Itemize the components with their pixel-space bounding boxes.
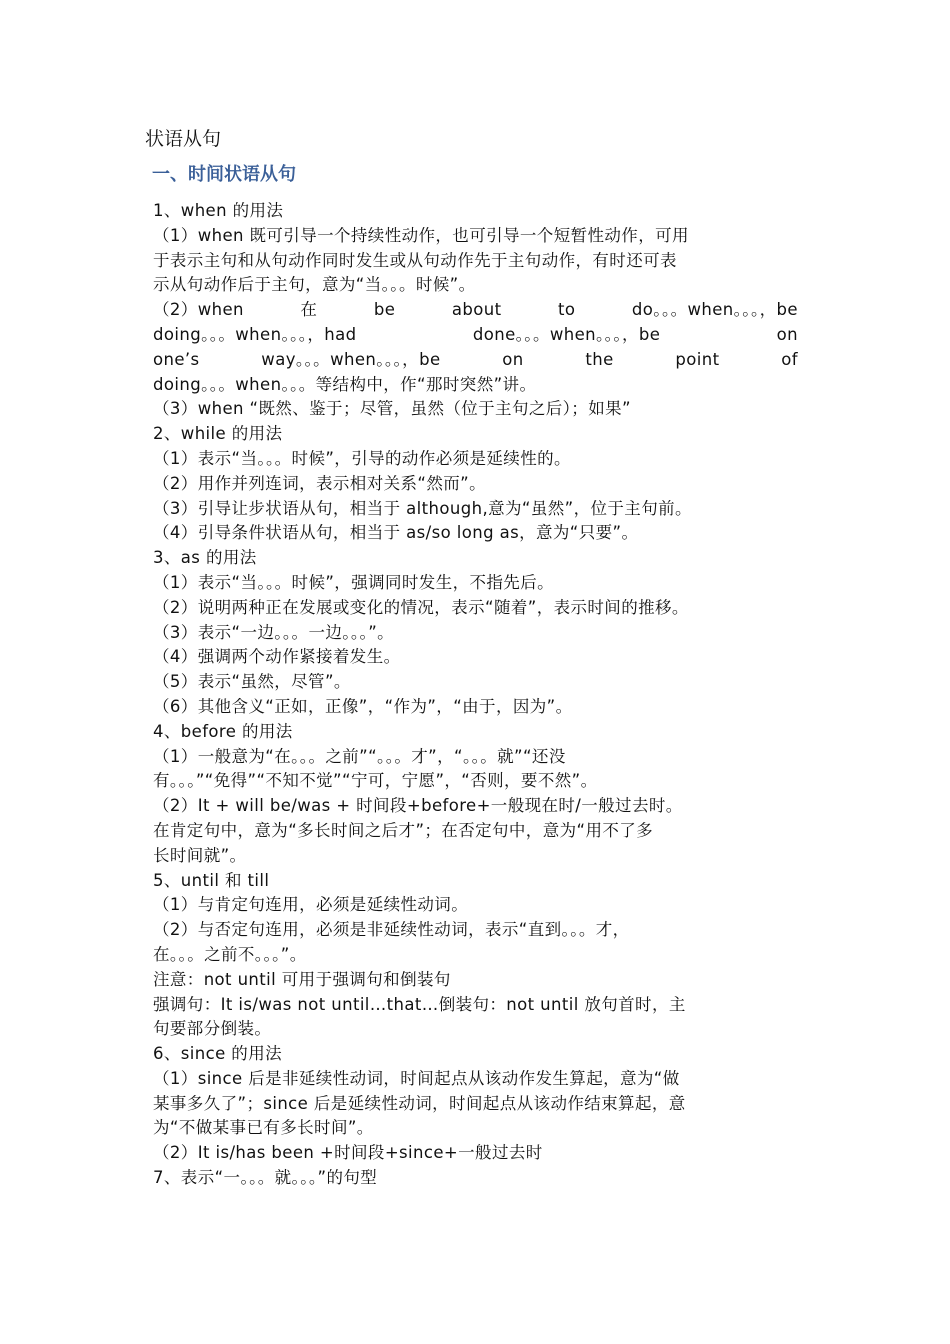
text-line: 3、as 的用法 (153, 548, 257, 568)
text-line: 示从句动作后于主句，意为“当。。。时候”。 (153, 275, 476, 295)
text-line: （1）表示“当。。。时候”，引导的动作必须是延续性的。 (153, 448, 571, 468)
text-line: 长时间就”。 (153, 845, 247, 865)
word: the (585, 349, 614, 369)
text-line: （4）引导条件状语从句，相当于 as/so long as，意为“只要”。 (153, 523, 639, 543)
text-line: 在肯定句中，意为“多长时间之后才”；在否定句中，意为“用不了多 (153, 820, 654, 840)
text-line: （2）It + will be/was + 时间段+before+一般现在时/一般过去时。 (153, 796, 683, 816)
text-line: （2）说明两种正在发展或变化的情况，表示“随着”，表示时间的推移。 (153, 597, 689, 617)
word: done。。。when。。。，be (472, 324, 661, 344)
text-line: 2、while 的用法 (153, 424, 283, 444)
text-line: （1）表示“当。。。时候”，强调同时发生，不指先后。 (153, 572, 554, 592)
text-line: 6、since 的用法 (153, 1044, 283, 1064)
text-line: （4）强调两个动作紧接着发生。 (153, 647, 401, 667)
text-line: 有。。。”“免得”“不知不觉”“宁可，宁愿”，“否则，要不然”。 (153, 771, 598, 791)
word: way。。。when。。。，be (261, 349, 441, 369)
text-line: 某事多久了”；since 后是延续性动词，时间起点从该动作结束算起，意 (153, 1093, 686, 1113)
text-line: （2）用作并列连词，表示相对关系“然而”。 (153, 473, 486, 493)
word: one’s (153, 349, 200, 369)
text-line: 4、before 的用法 (153, 721, 293, 741)
section-heading: 一、时间状语从句 (152, 164, 296, 185)
justified-line (153, 348, 798, 373)
text-line: 句要部分倒装。 (153, 1019, 272, 1039)
word: on (776, 324, 798, 344)
text-line: （2）It is/has been +时间段+since+一般过去时 (153, 1143, 543, 1163)
document-title: 状语从句 (145, 128, 222, 150)
word: on (502, 349, 524, 369)
word: to (558, 300, 576, 320)
text-line: （3）when “既然、鉴于；尽管，虽然（位于主句之后）；如果” (153, 399, 631, 419)
text-line: 5、until 和 till (153, 870, 270, 890)
text-line: （5）表示“虽然，尽管”。 (153, 672, 351, 692)
word: （2）when (153, 300, 244, 320)
text-line: 1、when 的用法 (153, 201, 284, 220)
text-line: （3）引导让步状语从句，相当于 although,意为“虽然”，位于主句前。 (153, 498, 692, 518)
justified-line (153, 298, 798, 323)
text-line: （1）since 后是非延续性动词，时间起点从该动作发生算起，意为“做 (153, 1068, 680, 1088)
text-line: （3）表示“一边。。。一边。。。”。 (153, 622, 395, 642)
text-line: （1）与肯定句连用，必须是延续性动词。 (153, 895, 469, 915)
word: do。。。when。。。，be (631, 300, 798, 320)
document-body (153, 199, 798, 1191)
text-line: 注意：not until 可用于强调句和倒装句 (153, 969, 451, 989)
word: be (373, 300, 396, 320)
text-line: （2）与否定句连用，必须是非延续性动词，表示“直到。。。才， (153, 920, 630, 940)
word: about (451, 300, 502, 320)
text-line: （6）其他含义“正如，正像”，“作为”，“由于，因为”。 (153, 696, 573, 716)
word: doing。。。when。。。，had (153, 324, 357, 344)
word: 在 (300, 300, 318, 320)
word: of (781, 349, 798, 369)
text-line: 强调句：It is/was not until…that…倒装句：not until 放句首时，主 (153, 994, 686, 1014)
text-line: 于表示主句和从句动作同时发生或从句动作先于主句动作，有时还可表 (153, 250, 677, 270)
justified-line (153, 323, 798, 348)
text-line: doing。。。when。。。等结构中，作“那时突然”讲。 (153, 374, 537, 394)
text-line: 在。。。之前不。。。”。 (153, 944, 307, 964)
text-line: （1）一般意为“在。。。之前”“。。。才”，“。。。就”“还没 (153, 746, 566, 766)
text-line: 7、表示“一。。。就。。。”的句型 (153, 1168, 378, 1188)
word: point (675, 349, 720, 369)
text-line: 为“不做某事已有多长时间”。 (153, 1118, 374, 1138)
text-line: （1）when 既可引导一个持续性动作，也可引导一个短暂性动作，可用 (153, 225, 689, 245)
